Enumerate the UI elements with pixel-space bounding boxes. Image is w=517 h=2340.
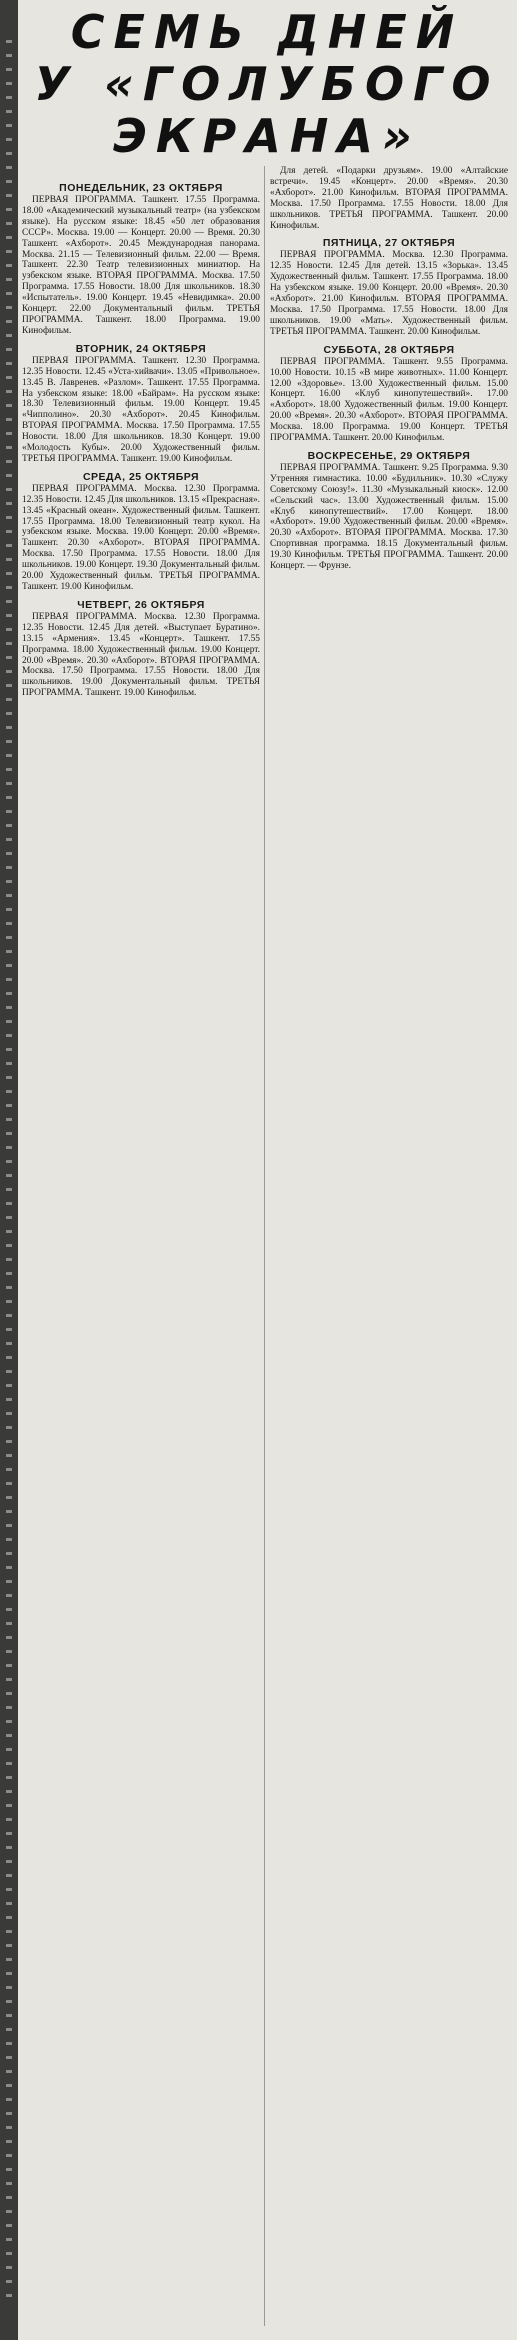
day-heading: ВТОРНИК, 24 ОКТЯБРЯ: [75, 342, 207, 355]
column-divider: [264, 166, 265, 2326]
day-heading: ВОСКРЕСЕНЬЕ, 29 ОКТЯБРЯ: [307, 449, 471, 462]
day-schedule-text: ПЕРВАЯ ПРОГРАММА. Москва. 12.30 Программа. 12.35 Новости. 12.45 Для детей. 13.15 «Зорька». 13.45 Художественный фильм. Ташкент. 17.55 Программа. 18.00 На узбекском языке. 19.00 Концерт. 20.00 «Время». 20.30 «Ахборот». 21.00 Кинофильм. ВТОРАЯ ПРОГРАММА. Москва. 17.50 Программа. 17.55 Новости. 18.00 Для школьников. 19.00 «Мать». Художественный фильм. ТРЕТЬЯ ПРОГРАММА. Ташкент. 20.00 Кинофильм.: [270, 250, 508, 337]
headline-line-1: СЕМЬ ДНЕЙ: [70, 5, 464, 59]
day-heading: ПОНЕДЕЛЬНИК, 23 ОКТЯБРЯ: [59, 182, 223, 194]
scan-margin-marks: [6, 40, 12, 2300]
headline-line-3: ЭКРАНА»: [113, 109, 421, 163]
day-heading: СУББОТА, 28 ОКТЯБРЯ: [323, 343, 455, 356]
day-schedule-text: ПЕРВАЯ ПРОГРАММА. Ташкент. 9.55 Программа. 10.00 Новости. 10.15 «В мире животных». 11.00 Концерт. 12.00 «Здоровье». 13.00 Художественный фильм. 15.00 Концерт. 16.00 «Клуб кинопутешествий». 17.00 «Ахборот». 18.00 Художественный фильм. 19.00 Концерт. 20.00 «Время». 20.30 «Ахборот». ВТОРАЯ ПРОГРАММА. Москва. 18.00 Программа. 19.00 Концерт. ТРЕТЬЯ ПРОГРАММА. Ташкент. 20.00 Кинофильм.: [270, 356, 508, 444]
schedule-day: [22, 182, 260, 337]
schedule-day: [22, 471, 260, 593]
day-schedule-text: ПЕРВАЯ ПРОГРАММА. Ташкент. 12.30 Программа. 12.35 Новости. 12.45 «Уста-хийвачи». 13.05 «Привольное». 13.45 В. Лавренев. «Разлом». Ташкент. 17.55 Программа. На узбекском языке: 18.00 «Байрам». На русском языке: 18.30 Телевизионный фильм. 19.00 Концерт. 19.45 «Чипполино». 20.30 «Ахборот». 20.45 Кинофильм. ВТОРАЯ ПРОГРАММА. Москва. 17.50 Программа. 17.55 Новости. 18.00 Для школьников. 18.30 Концерт. 19.00 «Молодость Кубы». 20.00 Художественный фильм. ТРЕТЬЯ ПРОГРАММА. Ташкент. 19.00 Кинофильм.: [22, 355, 260, 464]
headline: [24, 6, 510, 166]
day-schedule-text: ПЕРВАЯ ПРОГРАММА. Москва. 12.30 Программа. 12.35 Новости. 12.45 Для детей. «Выступает Буратино». 13.15 «Армения». 13.45 «Концерт». Ташкент. 17.55 Программа. 18.00 Художественный фильм. 19.00 Концерт. 20.00 «Время». 20.30 «Ахборот». ВТОРАЯ ПРОГРАММА. Москва. 17.50 Программа. 17.55 Новости. 18.00 Для школьников. 19.00 Документальный фильм. ТРЕТЬЯ ПРОГРАММА. Ташкент. 19.00 Кинофильм.: [22, 611, 260, 699]
day-schedule-text: Для детей. «Подарки друзьям». 19.00 «Алтайские встречи». 19.45 «Концерт». 20.00 «Время». 20.30 «Ахборот». 21.00 Кинофильм. ВТОРАЯ ПРОГРАММА. Москва. 17.50 Программа. 17.55 Новости. 18.00 Для школьников. ТРЕТЬЯ ПРОГРАММА. Ташкент. 20.00 Кинофильм.: [270, 166, 508, 231]
day-heading: ЧЕТВЕРГ, 26 ОКТЯБРЯ: [77, 598, 205, 611]
day-heading: ПЯТНИЦА, 27 ОКТЯБРЯ: [322, 237, 456, 250]
schedule-day: [270, 237, 508, 337]
schedule-day: [22, 343, 260, 465]
page-edge-strip: [0, 0, 18, 2340]
schedule-day: [270, 166, 508, 231]
left-column: [22, 176, 260, 2326]
day-schedule-text: ПЕРВАЯ ПРОГРАММА. Ташкент. 17.55 Программа. 18.00 «Академический музыкальный театр» (на узбекском языке). На русском языке: 18.45 «50 лет образования СССР». Москва. 19.00 — Концерт. 20.00 — Время. 20.30 Ташкент. «Ахборот». 20.45 Международная панорама. Москва. 21.15 — Телевизионный фильм. 22.00 — Время. Ташкент. 22.30 Театр телевизионных миниатюр. На узбекском языке. ВТОРАЯ ПРОГРАММА. Москва. 17.50 Программа. 17.55 Новости. 18.00 Для школьников. 18.30 «Испытатель». 19.00 Концерт. 19.45 «Невидимка». 20.00 Концерт. 22.00 Документальный фильм. ТРЕТЬЯ ПРОГРАММА. Ташкент. 18.00 Программа. 19.00 Кинофильм.: [22, 195, 260, 336]
day-schedule-text: ПЕРВАЯ ПРОГРАММА. Ташкент. 9.25 Программа. 9.30 Утренняя гимнастика. 10.00 «Будильник». 10.30 «Служу Советскому Союзу!». 11.30 «Музыкальный киоск». 12.00 «Сельский час». 13.00 Художественный фильм. 15.00 «Клуб кинопутешествий». 17.00 Концерт. 18.00 «Ахборот». 19.00 Художественный фильм. 20.00 «Время». 20.30 «Ахборот». ВТОРАЯ ПРОГРАММА. Москва. 17.30 Спортивная программа. 18.15 Документальный фильм. 19.30 Кинофильм. ТРЕТЬЯ ПРОГРАММА. Ташкент. 20.00 Концерт. — Фрунзе.: [270, 462, 508, 572]
headline-line-2: У «ГОЛУБОГО: [34, 57, 500, 111]
schedule-day: [270, 450, 508, 572]
day-heading: СРЕДА, 25 ОКТЯБРЯ: [82, 470, 200, 483]
right-column: [270, 166, 508, 2326]
schedule-day: [270, 344, 508, 444]
day-schedule-text: ПЕРВАЯ ПРОГРАММА. Москва. 12.30 Программа. 12.35 Новости. 12.45 Для школьников. 13.15 «Прекрасная». 13.45 «Красный океан». Художественный фильм. Ташкент. 17.55 Программа. 18.00 Телевизионный театр кукол. На узбекском языке. Москва. 19.00 Концерт. 20.00 «Время». Ташкент. 20.30 «Ахборот». ВТОРАЯ ПРОГРАММА. Москва. 17.50 Программа. 17.55 Новости. 18.00 Для школьников. 19.00 Концерт. 19.30 Документальный фильм. 20.00 Художественный фильм. ТРЕТЬЯ ПРОГРАММА. Ташкент. 19.00 Кинофильм.: [22, 483, 260, 592]
schedule-day: [22, 599, 260, 699]
